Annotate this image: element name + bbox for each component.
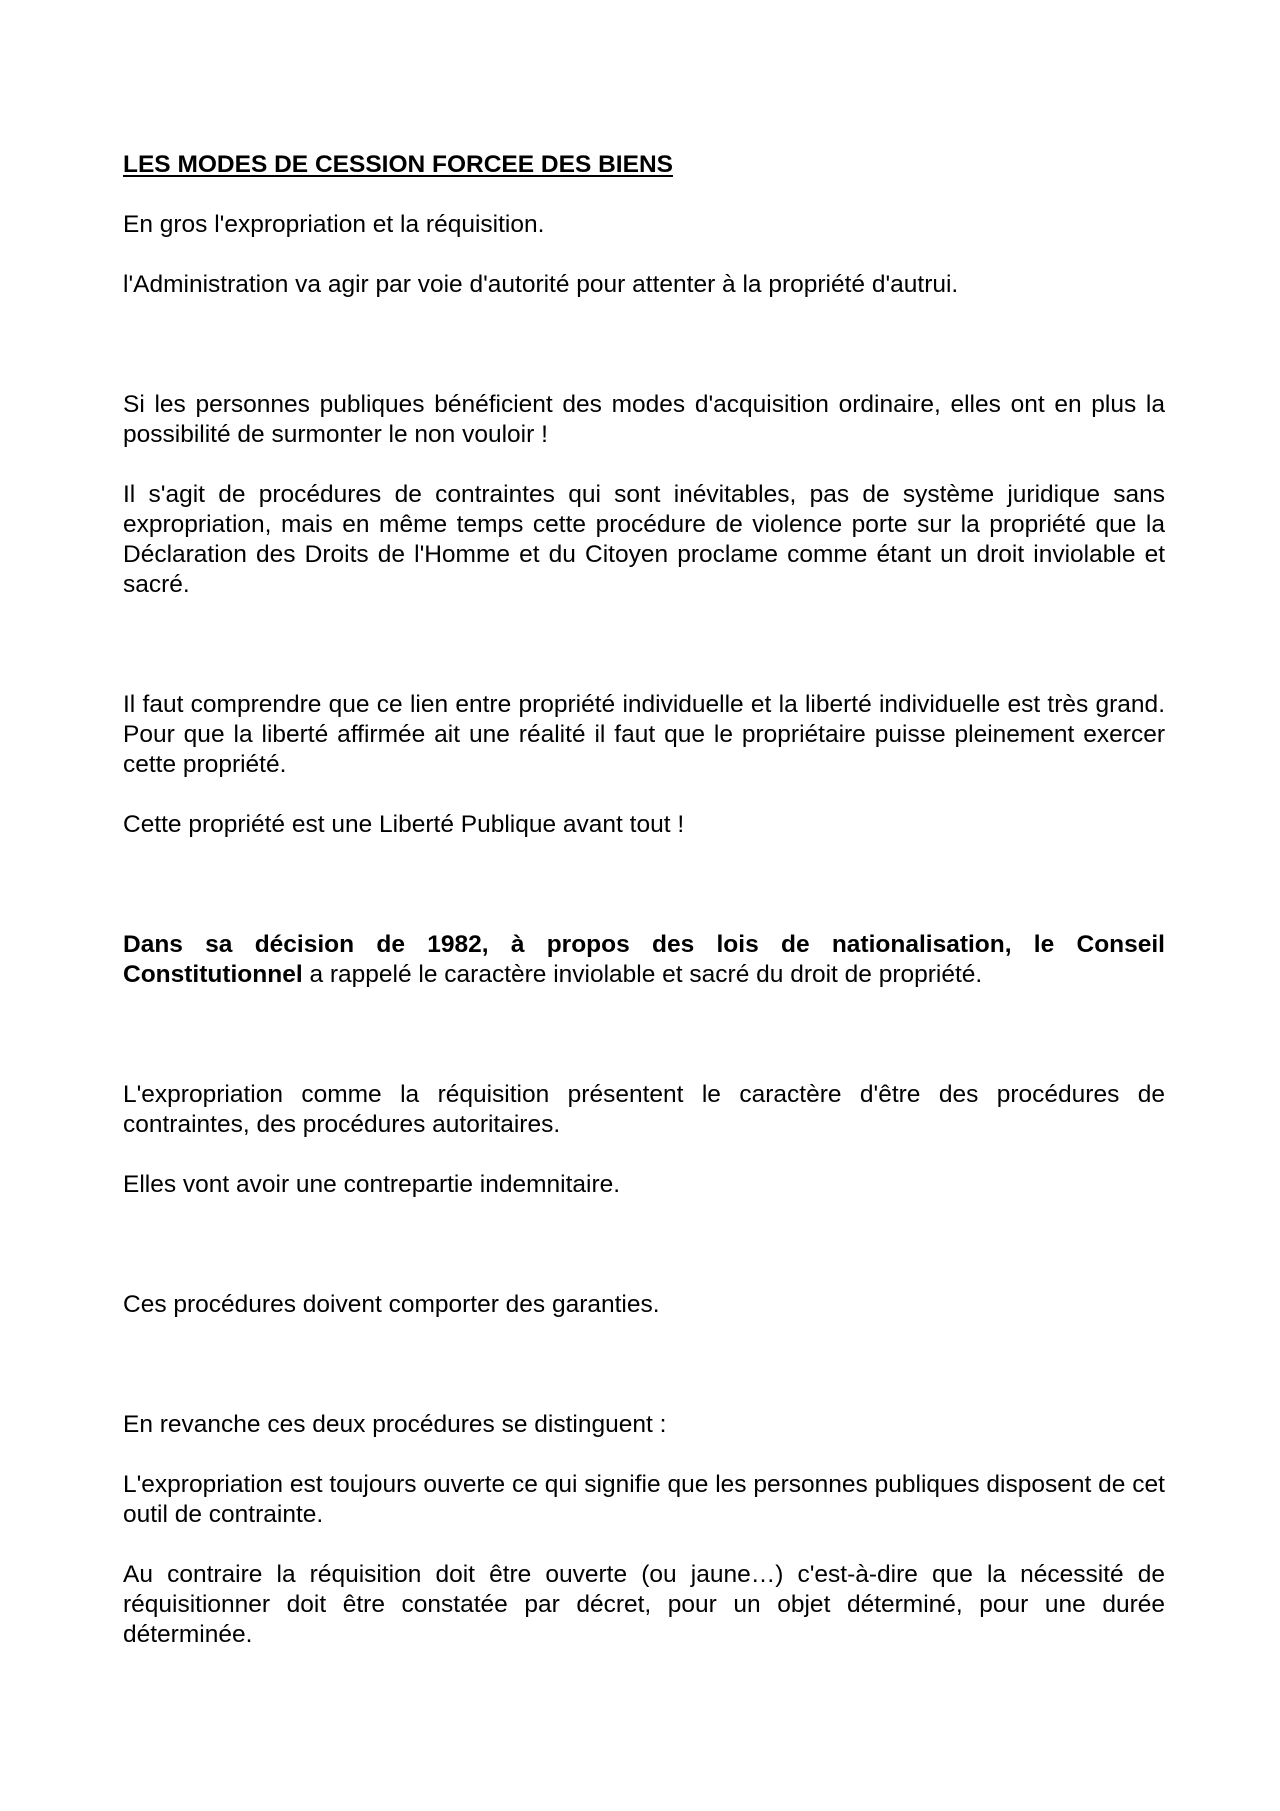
paragraph-13: Au contraire la réquisition doit être ouverte (ou jaune…) c'est-à-dire que la nécessité de réquisitionner doit être constatée par décret, pour un objet déterminé, pour une durée déterminée.: [123, 1561, 1165, 1648]
paragraph-3: Si les personnes publiques bénéficient des modes d'acquisition ordinaire, elles ont en plus la possibilité de surmonter le non vouloir !: [123, 391, 1165, 448]
paragraph-7: [123, 930, 1165, 990]
paragraph-1: En gros l'expropriation et la réquisition.: [123, 211, 545, 238]
paragraph-2: l'Administration va agir par voie d'autorité pour attenter à la propriété d'autrui.: [123, 271, 959, 298]
paragraph-8: L'expropriation comme la réquisition présentent le caractère d'être des procédures de contraintes, des procédures autoritaires.: [123, 1081, 1165, 1138]
paragraph-5: Il faut comprendre que ce lien entre propriété individuelle et la liberté individuelle est très grand. Pour que la liberté affirmée ait une réalité il faut que le propriétaire puisse pleinement exercer cette propriété.: [123, 691, 1165, 778]
paragraph-7-bold-lead: Dans sa décision de 1982, à propos des lois de nationalisation, le Conseil Constitutionnel: [123, 931, 1165, 988]
paragraph-7-rest: a rappelé le caractère inviolable et sacré du droit de propriété.: [302, 961, 983, 988]
paragraph-11: En revanche ces deux procédures se distinguent :: [123, 1411, 667, 1438]
paragraph-6: Cette propriété est une Liberté Publique avant tout !: [123, 811, 685, 838]
paragraph-9: Elles vont avoir une contrepartie indemnitaire.: [123, 1171, 621, 1198]
document-title: LES MODES DE CESSION FORCEE DES BIENS: [123, 151, 673, 178]
paragraph-4: Il s'agit de procédures de contraintes qui sont inévitables, pas de système juridique sans expropriation, mais en même temps cette procédure de violence porte sur la propriété que la Déclaration des Droits de l'Homme et du Citoyen proclame comme étant un droit inviolable et sacré.: [123, 481, 1165, 598]
document-body: [123, 150, 1165, 1650]
paragraph-10: Ces procédures doivent comporter des garanties.: [123, 1291, 660, 1318]
paragraph-12: L'expropriation est toujours ouverte ce qui signifie que les personnes publiques disposent de cet outil de contrainte.: [123, 1471, 1165, 1528]
